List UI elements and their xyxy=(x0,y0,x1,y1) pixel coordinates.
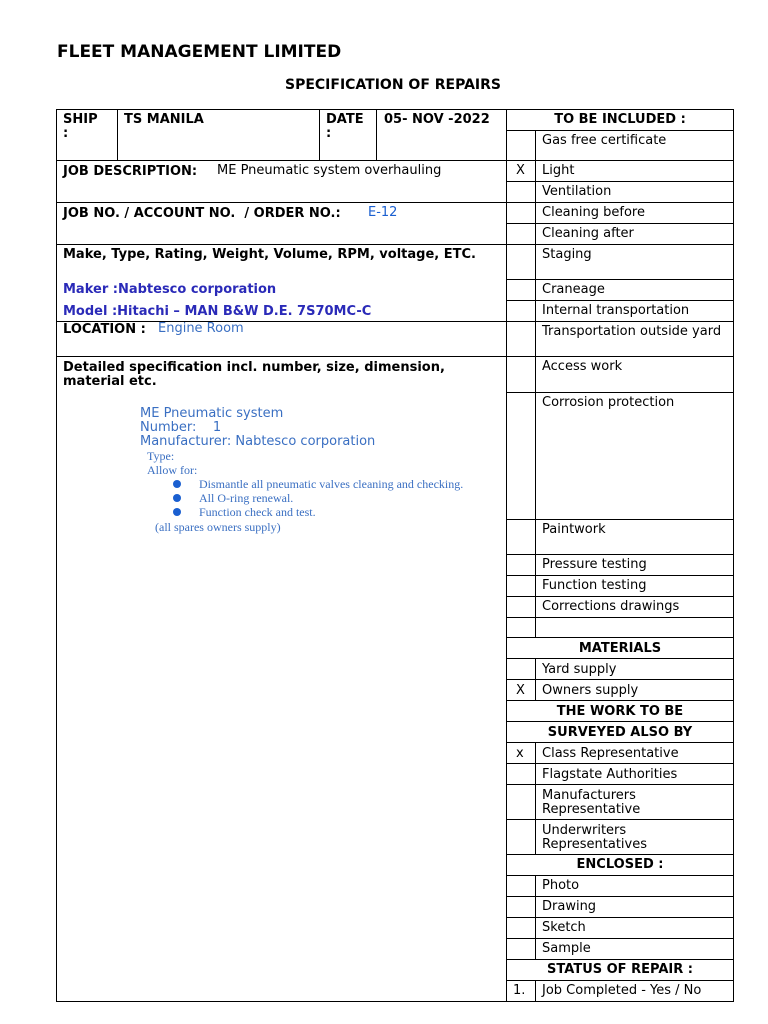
divider xyxy=(506,763,734,764)
surveyed-item: Underwriters Representatives xyxy=(542,823,648,852)
bullet-icon xyxy=(173,480,181,488)
divider xyxy=(56,160,506,161)
divider xyxy=(506,917,734,918)
model-value: Model :Hitachi – MAN B&W D.E. 7S70MC-C xyxy=(63,304,372,319)
bullet-icon xyxy=(173,508,181,516)
divider xyxy=(56,356,506,357)
included-item: Ventilation xyxy=(542,184,612,199)
surveyed-heading: THE WORK TO BE xyxy=(556,704,684,719)
company-name: FLEET MANAGEMENT LIMITED xyxy=(57,42,342,62)
included-item: Corrections drawings xyxy=(542,599,680,614)
divider xyxy=(506,980,734,981)
divider xyxy=(535,742,536,854)
divider xyxy=(506,819,734,820)
job-number-label: JOB NO. / ACCOUNT NO. / ORDER NO.: xyxy=(63,206,341,221)
surveyed-item: Flagstate Authorities xyxy=(542,767,678,782)
divider xyxy=(506,356,734,357)
divider xyxy=(506,854,734,855)
ship-label: SHIP : xyxy=(63,112,98,141)
spec-bullet: Dismantle all pneumatic valves cleaning and checking. xyxy=(199,477,464,491)
enclosed-item: Photo xyxy=(542,878,580,893)
divider xyxy=(319,109,320,161)
divider xyxy=(506,300,734,301)
location-label: LOCATION : xyxy=(63,322,146,337)
spec-manufacturer: Manufacturer: Nabtesco corporation xyxy=(140,434,376,449)
spec-bullet: Function check and test. xyxy=(199,505,316,519)
included-mark: X xyxy=(516,163,525,178)
divider xyxy=(506,554,734,555)
divider xyxy=(376,109,377,161)
surveyed-heading: SURVEYED ALSO BY xyxy=(547,725,693,740)
divider xyxy=(506,181,734,182)
spec-system: ME Pneumatic system xyxy=(140,406,284,421)
surveyed-mark: x xyxy=(516,746,524,761)
included-item: Internal transportation xyxy=(542,303,690,318)
divider xyxy=(535,980,536,1002)
divider xyxy=(56,244,506,245)
to-be-included-heading: TO BE INCLUDED : xyxy=(554,112,686,127)
divider xyxy=(506,244,734,245)
divider xyxy=(506,279,734,280)
divider xyxy=(506,637,734,638)
included-item: Light xyxy=(542,163,575,178)
divider xyxy=(506,202,734,203)
divider xyxy=(506,959,734,960)
included-item: Cleaning before xyxy=(542,205,645,220)
enclosed-item: Sample xyxy=(542,941,591,956)
materials-item: Yard supply xyxy=(542,662,617,677)
divider xyxy=(506,575,734,576)
materials-item: Owners supply xyxy=(542,683,639,698)
divider xyxy=(506,519,734,520)
divider xyxy=(506,130,734,131)
enclosed-item: Drawing xyxy=(542,899,597,914)
included-item: Craneage xyxy=(542,282,605,297)
divider xyxy=(506,784,734,785)
included-item: Corrosion protection xyxy=(542,395,675,410)
included-item: Gas free certificate xyxy=(542,133,667,148)
divider xyxy=(506,160,734,161)
included-item: Function testing xyxy=(542,578,647,593)
surveyed-item: Class Representative xyxy=(542,746,679,761)
included-item: Paintwork xyxy=(542,522,606,537)
job-description-value: ME Pneumatic system overhauling xyxy=(217,163,442,178)
spec-allow: Allow for: xyxy=(147,463,198,477)
document-title: SPECIFICATION OF REPAIRS xyxy=(284,77,501,93)
divider xyxy=(506,875,734,876)
surveyed-item: Manufacturers Representative xyxy=(542,788,641,817)
divider xyxy=(117,109,118,161)
status-heading: STATUS OF REPAIR : xyxy=(547,962,693,977)
spec-type: Type: xyxy=(147,449,175,463)
status-mark: 1. xyxy=(513,983,526,998)
date-value: 05- NOV -2022 xyxy=(384,112,490,127)
divider xyxy=(506,721,734,722)
included-item: Pressure testing xyxy=(542,557,647,572)
divider xyxy=(506,321,734,322)
divider xyxy=(506,596,734,597)
ship-value: TS MANILA xyxy=(124,112,204,127)
divider xyxy=(506,938,734,939)
divider xyxy=(506,392,734,393)
job-description-label: JOB DESCRIPTION: xyxy=(63,164,198,179)
date-label: DATE : xyxy=(326,112,364,141)
included-item: Cleaning after xyxy=(542,226,634,241)
divider xyxy=(506,223,734,224)
enclosed-heading: ENCLOSED : xyxy=(576,857,664,872)
bullet-icon xyxy=(173,494,181,502)
included-item: Access work xyxy=(542,359,623,374)
divider xyxy=(506,658,734,659)
divider xyxy=(535,130,536,637)
spec-number: Number: 1 xyxy=(140,420,222,435)
spec-bullet: All O-ring renewal. xyxy=(199,491,294,505)
materials-mark: X xyxy=(516,683,525,698)
enclosed-item: Sketch xyxy=(542,920,586,935)
make-type-label: Make, Type, Rating, Weight, Volume, RPM, voltage, ETC. xyxy=(63,247,476,262)
divider xyxy=(56,202,506,203)
location-value: Engine Room xyxy=(158,321,244,336)
maker-value: Maker :Nabtesco corporation xyxy=(63,282,277,297)
divider xyxy=(506,617,734,618)
included-item: Transportation outside yard xyxy=(542,324,722,339)
job-number-value: E-12 xyxy=(368,205,398,220)
included-item: Staging xyxy=(542,247,592,262)
divider xyxy=(506,896,734,897)
status-item: Job Completed - Yes / No xyxy=(542,983,702,998)
materials-heading: MATERIALS xyxy=(578,641,662,656)
divider xyxy=(506,742,734,743)
divider xyxy=(506,679,734,680)
divider xyxy=(506,700,734,701)
spec-note: (all spares owners supply) xyxy=(155,520,281,534)
detailed-spec-label: Detailed specification incl. number, size, dimension, material etc. xyxy=(63,360,445,389)
